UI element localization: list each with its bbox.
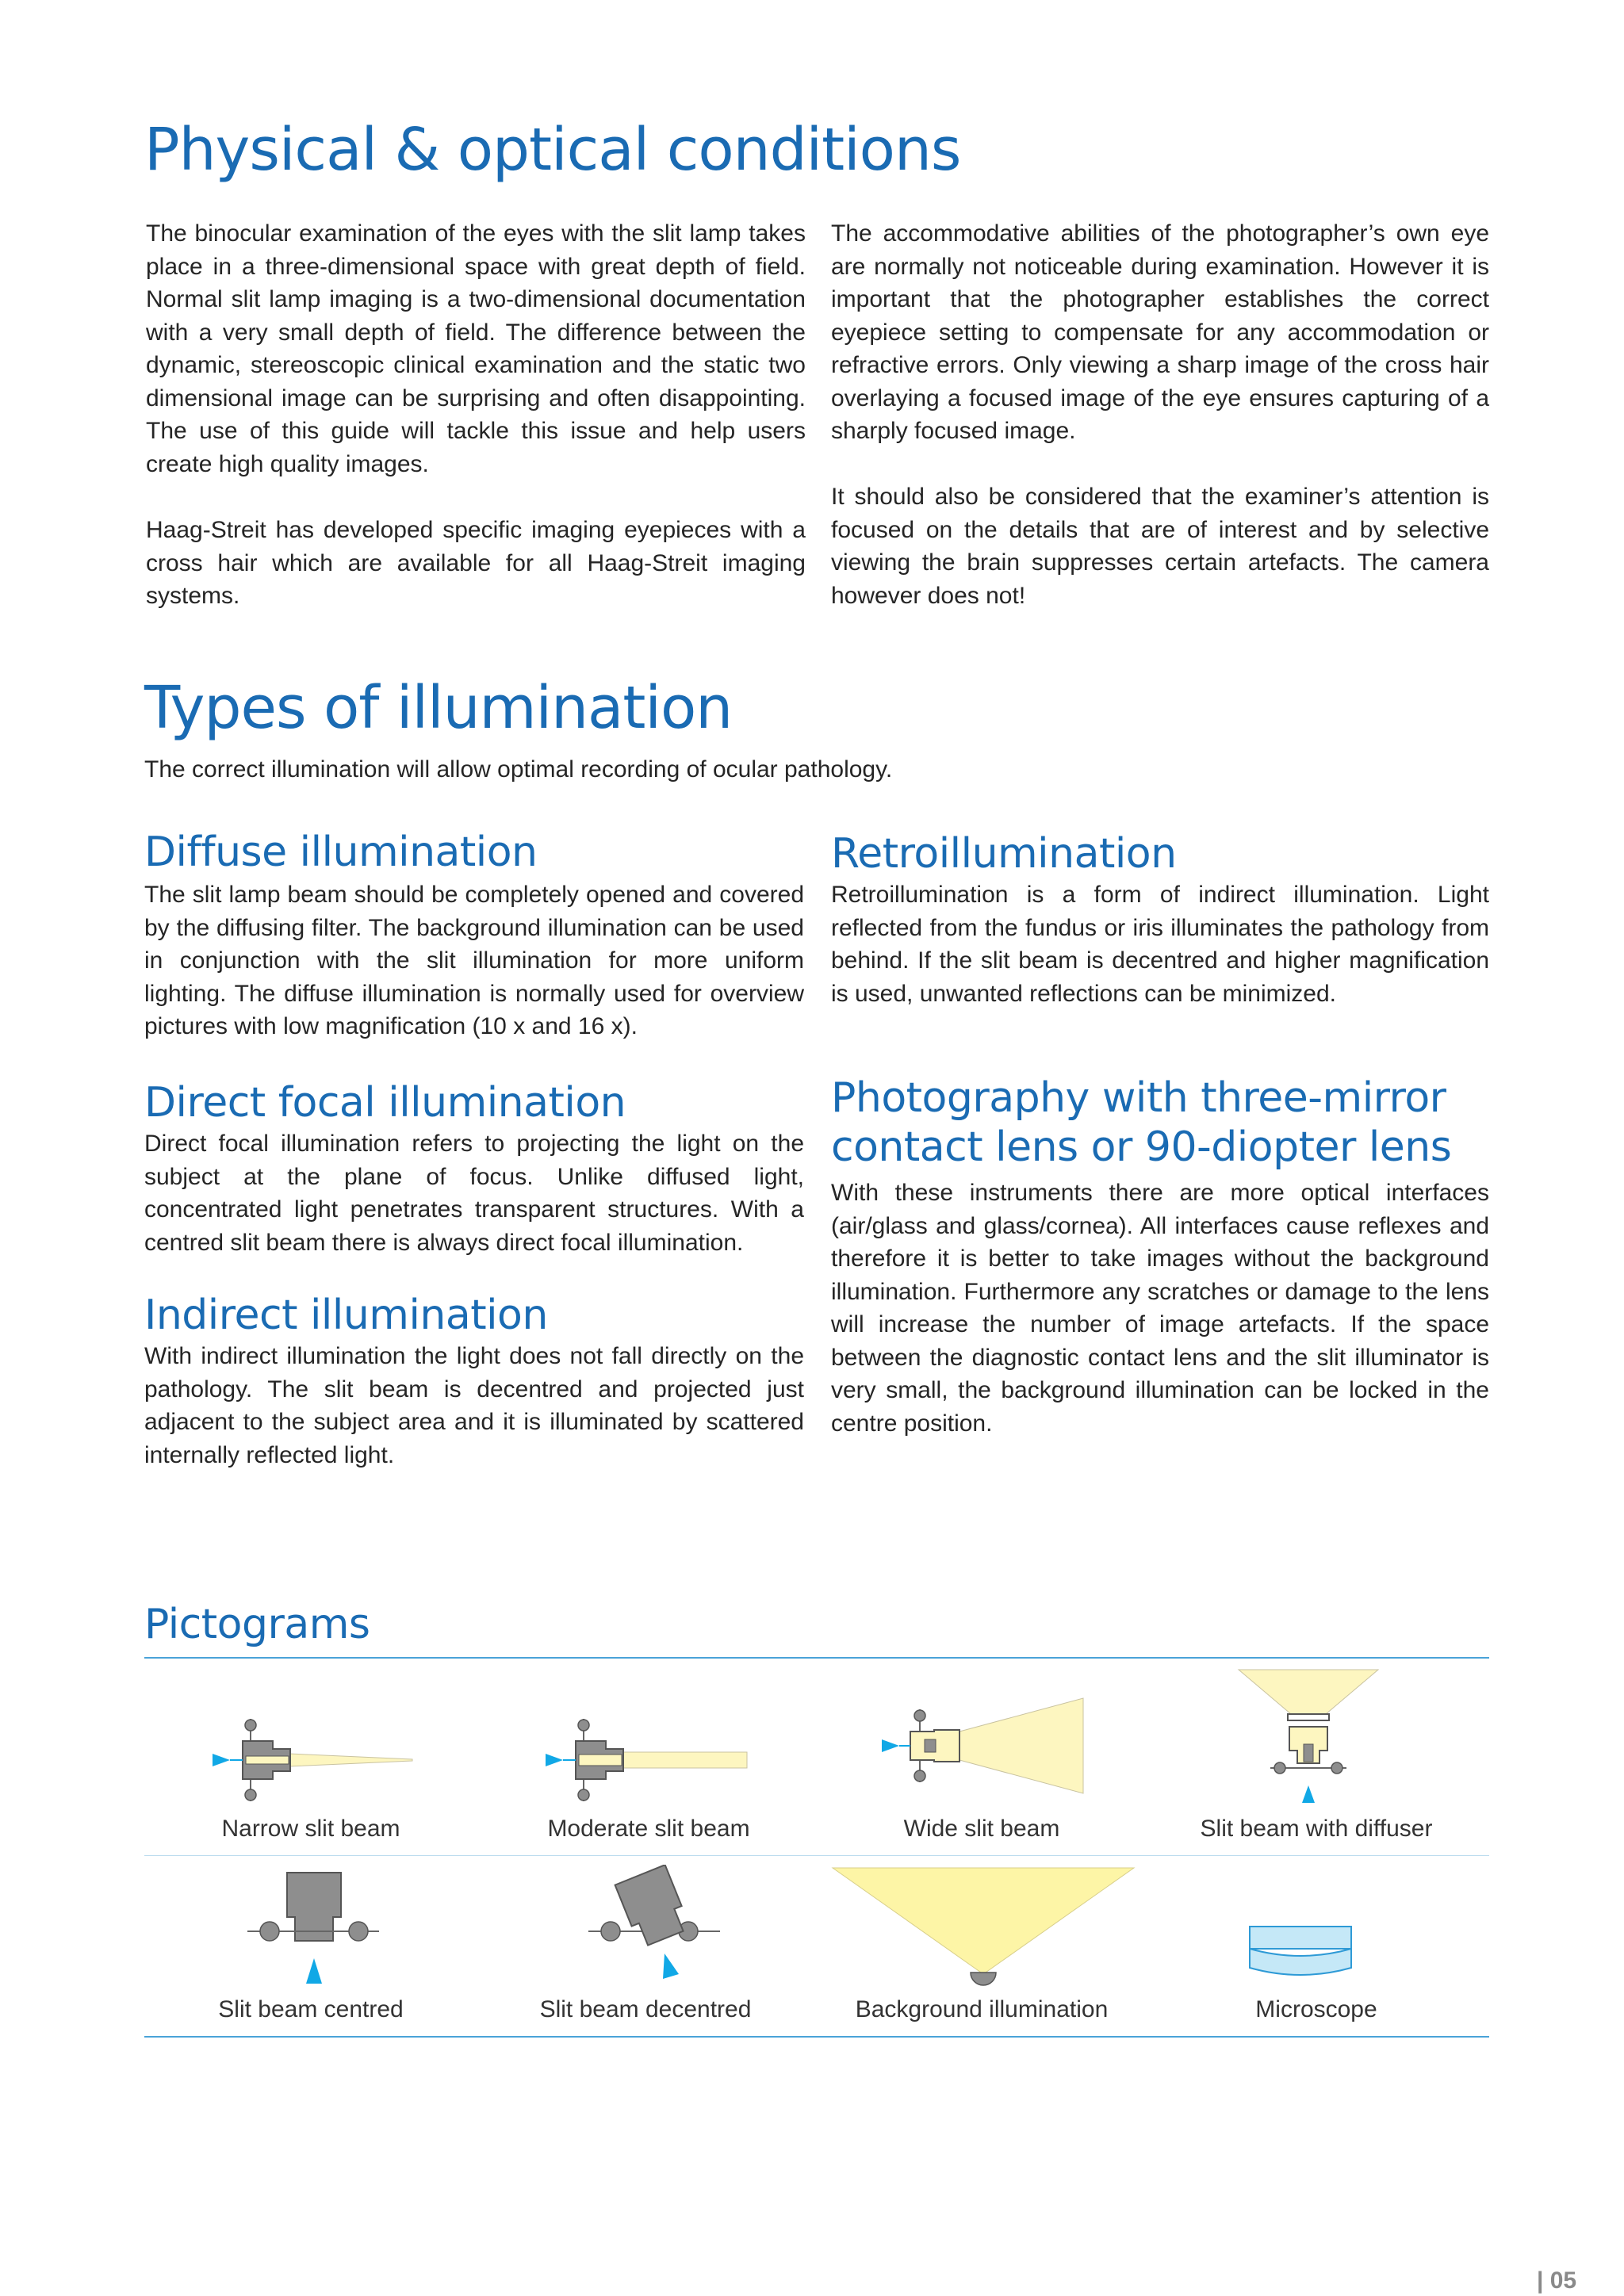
pictogram-label-centred: Slit beam centred (218, 1996, 404, 2022)
heading-direct-focal: Direct focal illumination (144, 1079, 626, 1127)
heading-diffuse: Diffuse illumination (144, 828, 538, 876)
pictogram-label-narrow-slit: Narrow slit beam (221, 1816, 400, 1842)
heading-retroillumination: Retroillumination (831, 830, 1177, 878)
heading-photography-line-2: contact lens or 90-diopter lens (831, 1123, 1452, 1171)
section-title-pictograms: Pictograms (144, 1601, 370, 1648)
narrow-slit-beam-icon (206, 1712, 420, 1816)
slit-beam-diffuser-icon (1221, 1665, 1396, 1816)
physical-right-paragraph-2: It should also be considered that the examiner’s attention is focused on the details that are of interest and by selective viewing the brain suppresses certain artefacts. The camera however does not! (831, 484, 1489, 609)
direct-focal-text: Direct focal illumination refers to projecting the light on the subject at the plane of focus. Unlike diffused light, concentrated light penetrates transparent structures. With a centred slit beam there is always direct focal illumination. (144, 1131, 804, 1256)
section-title-types: Types of illumination (144, 674, 733, 742)
pictograms-row-divider (144, 1855, 1489, 1856)
physical-left-paragraph-1: The binocular examination of the eyes with the slit lamp takes place in a three-dimensional space with great depth of field. Normal slit lamp imaging is a two-dimensional documentation with a very small depth of field. The difference between the dynamic, stereoscopic clinical examination and the static two dimensional image can be surprising and often disappointing. The use of this guide will tackle this issue and help users create high quality images. (146, 220, 806, 477)
pictogram-label-diffuser: Slit beam with diffuser (1200, 1816, 1433, 1842)
diffuse-text: The slit lamp beam should be completely opened and covered by the diffusing filter. The background illumination can be used in conjunction with the slit illumination for more uniform lighting. The diffuse illumination is normally used for overview pictures with low magnification (10 x and 16 x). (144, 882, 804, 1039)
pictogram-label-wide-slit: Wide slit beam (903, 1816, 1060, 1842)
section-title-physical: Physical & optical conditions (144, 116, 961, 184)
indirect-text: With indirect illumination the light does not fall directly on the pathology. The slit beam is decentred and projected just adjacent to the subject area and it is illuminated by scattered internally reflected light. (144, 1343, 804, 1468)
physical-right-paragraph-1: The accommodative abilities of the photographer’s own eye are normally not noticeable during examination. However it is important that the photographer establishes the correct eyepiece setting to compensate for any accommodation or refractive errors. Only viewing a sharp image of the cross hair overlaying a focused image of the eye ensures capturing of a sharply focused image. (831, 220, 1489, 444)
photography-text: With these instruments there are more optical interfaces (air/glass and glass/cornea). All interfaces cause reflexes and therefore it is better to take images without the background illumination. Furthermore any scratches or damage to the lens will increase the number of image artefacts. If the space between the diagnostic contact lens and the slit illuminator is very small, the background illumination can be locked in the centre position. (831, 1180, 1489, 1437)
background-illumination-icon (825, 1865, 1150, 1992)
types-intro: The correct illumination will allow optimal recording of ocular pathology. (144, 756, 893, 783)
pictograms-bottom-rule (144, 2036, 1489, 2038)
physical-left-paragraph-2: Haag-Streit has developed specific imaging eyepieces with a cross hair which are available for all Haag-Streit imaging systems. (146, 517, 806, 609)
pictogram-label-decentred: Slit beam decentred (539, 1996, 752, 2022)
heading-indirect: Indirect illumination (144, 1292, 548, 1339)
pictograms-top-rule (144, 1657, 1489, 1659)
slit-beam-centred-icon (230, 1865, 396, 1992)
pictogram-label-microscope: Microscope (1255, 1996, 1377, 2022)
wide-slit-beam-icon (872, 1686, 1102, 1812)
heading-photography (831, 1073, 1451, 1172)
heading-photography-line-1: Photography with three-mirror (831, 1074, 1446, 1122)
page-number: | 05 (1537, 2267, 1577, 2294)
retroillumination-text: Retroillumination is a form of indirect illumination. Light reflected from the fundus or iris illuminates the pathology from behind. If the slit beam is decentred and higher magnification is used, unwanted reflections can be minimized. (831, 882, 1489, 1007)
pictogram-label-background: Background illumination (855, 1996, 1109, 2022)
microscope-icon (1237, 1911, 1380, 1990)
moderate-slit-beam-icon (539, 1712, 753, 1816)
slit-beam-decentred-icon (571, 1865, 737, 1992)
pictogram-label-moderate-slit: Moderate slit beam (547, 1816, 750, 1842)
